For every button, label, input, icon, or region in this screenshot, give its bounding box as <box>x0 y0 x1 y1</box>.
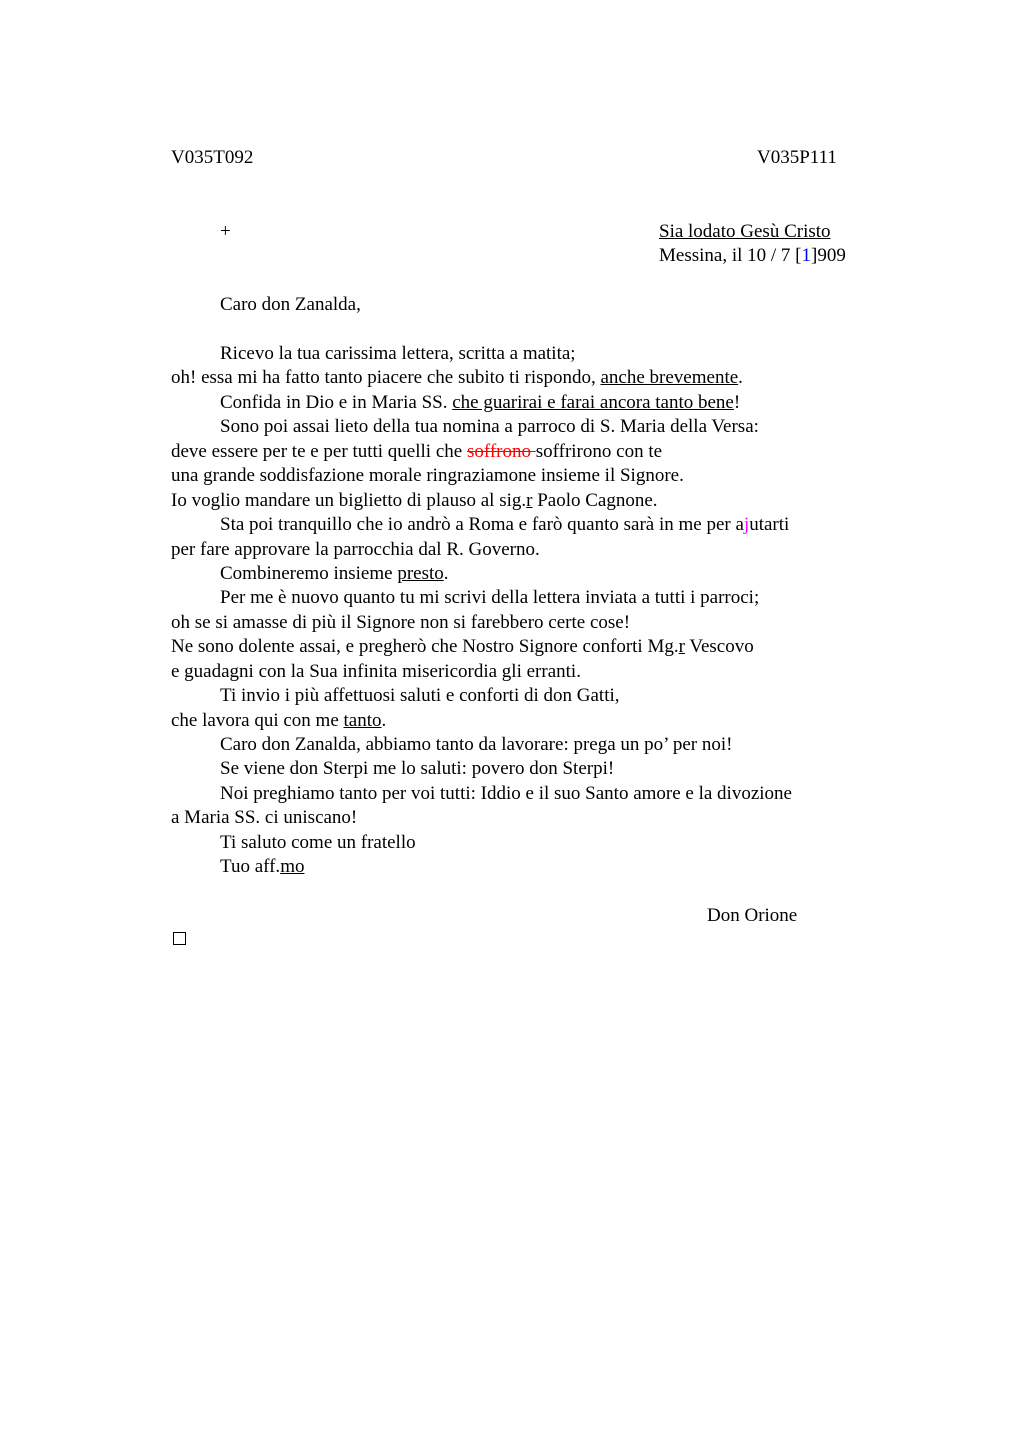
underlined-text: tanto <box>343 709 382 731</box>
text-run: Vescovo <box>684 636 754 658</box>
letter-line <box>171 635 871 659</box>
underlined-superscript: r <box>526 489 533 511</box>
end-square-icon <box>173 932 186 945</box>
salutation: Caro don Zanalda, <box>220 294 361 315</box>
document-code-left: V035T092 <box>171 147 254 168</box>
letter-line <box>171 709 871 733</box>
deleted-text: soffrono <box>466 440 536 462</box>
date-prefix: Messina, il 10 / 7 [ <box>659 245 802 266</box>
text-run: oh! essa mi ha fatto tanto piacere che subito ti rispondo, <box>171 367 601 389</box>
letter-line: Se viene don Sterpi me lo saluti: povero don Sterpi! <box>220 758 615 780</box>
letter-line: oh se si amasse di più il Signore non si farebbero certe cose! <box>171 611 631 633</box>
text-run: . <box>443 562 449 584</box>
underlined-superscript: r <box>678 636 685 658</box>
text-run: . <box>381 709 387 731</box>
letter-line <box>171 513 871 537</box>
place-date-line <box>659 244 846 268</box>
text-run: utarti <box>749 514 790 536</box>
text-run: Ne sono dolente assai, e pregherò che Nostro Signore conforti Mg. <box>171 636 679 658</box>
letter-line: per fare approvare la parrocchia dal R. Governo. <box>171 538 540 560</box>
editorial-letter: j <box>743 514 750 536</box>
letter-line <box>171 562 871 586</box>
letter-line: Sono poi assai lieto della tua nomina a parroco di S. Maria della Versa: <box>220 416 759 438</box>
signature: Don Orione <box>707 905 798 926</box>
text-run: Combineremo insieme <box>220 562 398 584</box>
letter-line <box>171 366 871 390</box>
underlined-text: anche brevemente <box>600 367 739 389</box>
text-run: Confida in Dio e in Maria SS. <box>220 391 453 413</box>
date-editorial-digit: 1 <box>801 245 811 266</box>
date-suffix: ]909 <box>811 245 846 266</box>
underlined-superscript: mo <box>280 856 305 878</box>
text-run: soffrirono con te <box>535 440 663 462</box>
cross-mark: + <box>220 221 231 242</box>
underlined-text: presto <box>397 562 444 584</box>
text-run: deve essere per te e per tutti quelli che <box>171 440 467 462</box>
document-code-right: V035P111 <box>757 147 837 168</box>
letter-line: Noi preghiamo tanto per voi tutti: Iddio e il suo Santo amore e la divozione <box>220 782 792 804</box>
letter-line: Ti invio i più affettuosi saluti e conforti di don Gatti, <box>220 685 620 707</box>
letter-line: Ti saluto come un fratello <box>220 831 416 853</box>
letter-line <box>171 855 871 879</box>
text-run: che lavora qui con me <box>171 709 344 731</box>
letter-line <box>171 489 871 513</box>
letter-line: Per me è nuovo quanto tu mi scrivi della lettera inviata a tutti i parroci; <box>220 587 760 609</box>
letter-line: Caro don Zanalda, abbiamo tanto da lavorare: prega un po’ per noi! <box>220 734 733 755</box>
underlined-text: che guarirai e farai ancora tanto bene <box>452 391 734 413</box>
text-run: ! <box>733 391 741 413</box>
invocation-heading: Sia lodato Gesù Cristo <box>659 221 831 242</box>
text-run: Tuo aff. <box>220 856 281 878</box>
letter-line: una grande soddisfazione morale ringraziamone insieme il Signore. <box>171 465 684 487</box>
text-run: Sta poi tranquillo che io andrò a Roma e farò quanto sarà in me per a <box>220 514 744 536</box>
letter-line: Ricevo la tua carissima lettera, scritta a matita; <box>220 343 576 364</box>
letter-line <box>171 440 871 464</box>
text-run: Paolo Cagnone. <box>532 489 658 511</box>
text-run: . <box>738 367 743 389</box>
letter-body <box>171 342 871 880</box>
letter-line <box>171 391 871 415</box>
text-run: Io voglio mandare un biglietto di plauso al sig. <box>171 489 527 511</box>
letter-line: a Maria SS. ci uniscano! <box>171 807 358 829</box>
letter-line: e guadagni con la Sua infinita misericordia gli erranti. <box>171 660 581 682</box>
